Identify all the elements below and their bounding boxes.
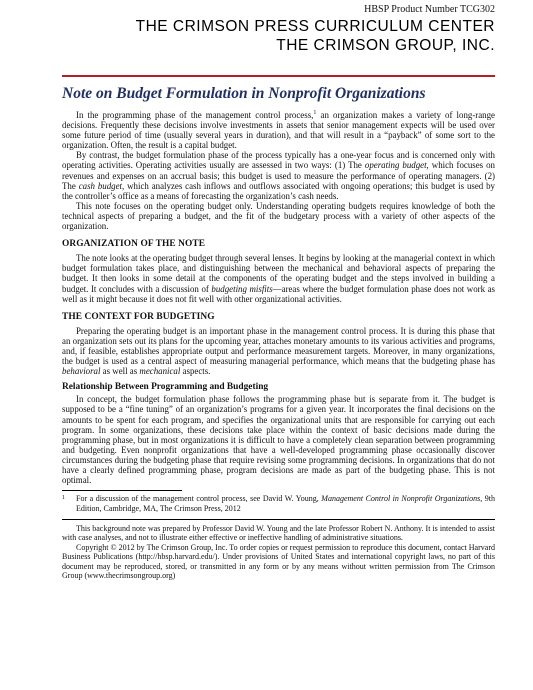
masthead-line-1: THE CRIMSON PRESS CURRICULUM CENTER: [135, 18, 495, 35]
section-heading-organization: ORGANIZATION OF THE NOTE: [62, 239, 206, 250]
product-number: HBSP Product Number TCG302: [364, 4, 495, 15]
copyright-notice: Copyright © 2012 by The Crimson Group, Inc. To order copies or request permission to reproduce this document, contact Harvard Business Publications (http://hbsp.harvard.edu/). Under provisions of United States and international copyright laws, no part of this document may be reproduced, stored, or transmitted in any form or by any means without written permission from The Crimson Group (www.thecrimsongroup.org): [62, 542, 495, 581]
header-divider: [62, 75, 495, 77]
organization-paragraph: The note looks at the operating budget through several lenses. It begins by looking at the managerial context in which budget formulation takes place, and distinguishing between the mechanical and behavioral aspects of preparing the budget. It then looks in some detail at the components of the operating budget and the steps involved in building a budget. It concludes with a discussion of budgeting misfits—areas where the budget formulation phase does not work as well as it might because it does not fit well with other organizational activities.: [62, 253, 496, 304]
document-body: [62, 110, 495, 580]
subsection-heading-relationship: Relationship Between Programming and Budgeting: [62, 382, 269, 393]
intro-paragraph-3: This note focuses on the operating budget only. Understanding operating budgets requires knowledge of both the technical aspects of preparing a budget, and the fit of the budgetary process with a variety of other aspects of the organization.: [62, 200, 495, 232]
notice-divider: [62, 519, 495, 520]
document-title: Note on Budget Formulation in Nonprofit Organizations: [62, 85, 426, 102]
intro-paragraph-2: By contrast, the budget formulation phase of the process typically has a one-year focus and is concerned only with operating activities. Operating activities usually are assessed in two ways: (1) The operating budget, which focuses on revenues and expenses on an accrual basis; this budget is used to measure the performance of operating managers. (2) The cash budget, which analyzes cash inflows and outflows associated with ongoing operations; this budget is used by the controller’s office as a means of forecasting the organization’s cash needs.: [62, 150, 495, 201]
context-paragraph: Preparing the operating budget is an important phase in the management control process. It is during this phase that an organization sets out its plans for the upcoming year, attaches monetary amounts to its various activities and programs, and, if feasible, establishes appropriate output and performance measurement targets. Moreover, in many organizations, the budget is used as a central aspect of measuring managerial performance, which means that the budgeting phase has behavioral as well as mechanical aspects.: [62, 325, 495, 377]
preparation-notice: This background note was prepared by Professor David W. Young and the late Professor Robert N. Anthony. It is intended to assist with case analyses, and not to illustrate either effective or ineffective handling of administrative situations.: [62, 524, 495, 543]
masthead: [136, 17, 495, 55]
footnote-divider: [62, 490, 182, 491]
footnote: [62, 494, 495, 513]
footnote-mark: 1: [62, 495, 65, 502]
section-heading-context: THE CONTEXT FOR BUDGETING: [62, 311, 215, 322]
intro-paragraph-1: In the programming phase of the management control process,$^1$ an organization makes a variety of long-range decisions. Frequently these decisions involve investments in assets that senior management expects will be used over some future period of time (usually several years in duration), and that will result in a “payback” of some sort to the organization. Often, the result is a capital budget.: [62, 110, 495, 151]
footnote-text: For a discussion of the management control process, see David W. Young, Management Control in Nonprofit Organizations, 9th Edition, Cambridge, MA, The Crimson Press, 2012: [76, 494, 495, 513]
masthead-line-2: THE CRIMSON GROUP, INC.: [276, 37, 495, 54]
footnote-reference[interactable]: 1: [313, 110, 317, 117]
relationship-paragraph: In concept, the budget formulation phase follows the programming phase but is separate from it. The budget is supposed to be a “fine tuning” of an organization’s programs for a given year. It incorporates the final decisions on the amounts to be spent for each program, and specifies the organizational units that are responsible for carrying out each program. In some organizations, these decisions take place within the context of basic decisions made during the programming phase, but in most organizations it is difficult to have a completely clean separation between programming and budgeting. Even nonprofit organizations that have a well-developed programming phase occasionally discover circumstances during the budgeting phase that require revising some programming decisions. In organizations that do not have a clearly defined programming phase, program decisions are made as part of the budgeting phase. This is not optimal.: [62, 394, 495, 486]
